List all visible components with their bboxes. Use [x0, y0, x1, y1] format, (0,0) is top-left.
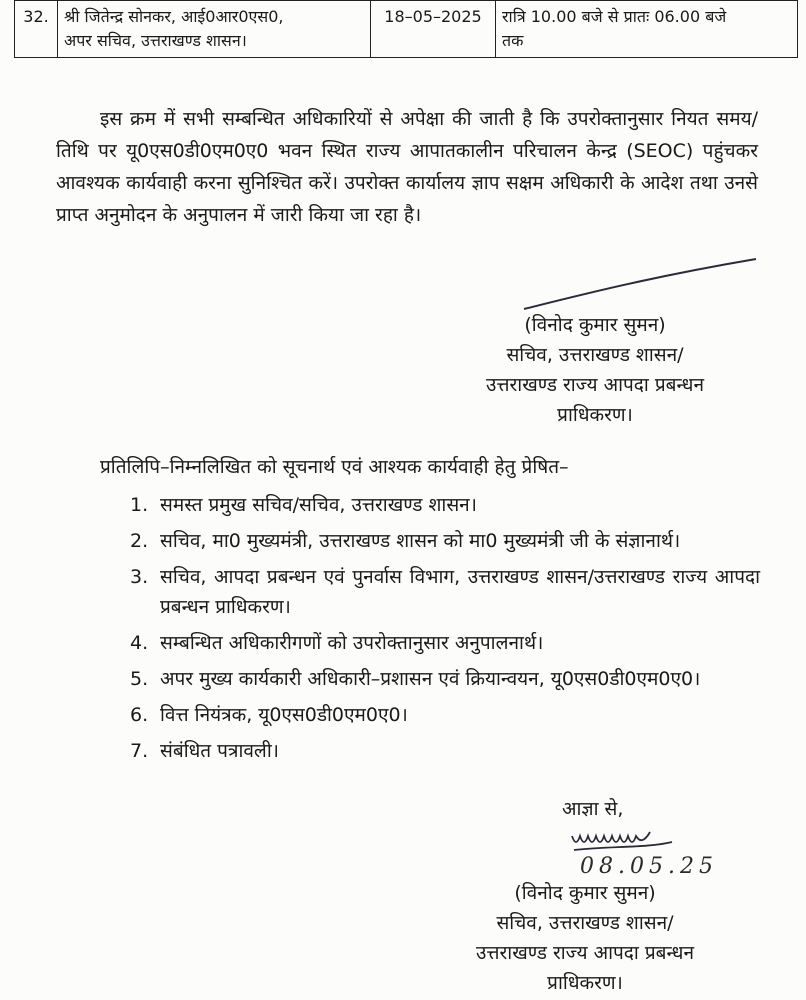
designation-line: उत्तराखण्ड राज्य आपदा प्रबन्धन: [485, 374, 705, 396]
signature-block-1: [430, 310, 760, 430]
designation-line: प्राधिकरण।: [547, 972, 623, 994]
copy-to-list: [130, 490, 760, 772]
designation-line: सचिव, उत्तराखण्ड शासन/: [506, 344, 684, 366]
list-item: 5. अपर मुख्य कार्यकारी अधिकारी–प्रशासन एवं क्रियान्वयन, यू0एस0डी0एम0ए0।: [130, 668, 701, 690]
list-item: 7. संबंधित पत्रावली।: [130, 740, 279, 762]
instruction-paragraph: इस क्रम में सभी सम्बन्धित अधिकारियों से अपेक्षा की जाती है कि उपरोक्तानुसार नियत समय/तिथि पर यू0एस0डी0एम0ए0 भवन स्थित राज्य आपातकालीन परिचालन केन्द्र (SEOC) पहुंचकर आवश्यक कार्यवाही करना सुनिश्चित करें। उपरोक्त कार्यालय ज्ञाप सक्षम अधिकारी के आदेश तथा उनसे प्राप्त अनुमोदन के अनुपालन में जारी किया जा रहा है।: [56, 108, 758, 226]
signature-block-2: [420, 878, 750, 998]
officer-name: श्री जितेन्द्र सोनकर, आई0आर0एस0,: [64, 7, 284, 26]
time-cell: [496, 1, 798, 58]
list-item: 6. वित्त नियंत्रक, यू0एस0डी0एम0ए0।: [130, 704, 408, 726]
designation-line: प्राधिकरण।: [557, 404, 633, 426]
duty-roster-table: [14, 0, 798, 58]
signature-1: [520, 255, 760, 315]
list-item: 3. सचिव, आपदा प्रबन्धन एवं पुनर्वास विभाग, उत्तराखण्ड शासन/उत्तराखण्ड राज्य आपदा प्रबन्धन प्राधिकरण।: [130, 566, 760, 618]
table-row: [15, 1, 798, 58]
list-item: 4. सम्बन्धित अधिकारीगणों को उपरोक्तानुसार अनुपालनार्थ।: [130, 632, 544, 654]
designation-line: उत्तराखण्ड राज्य आपदा प्रबन्धन: [475, 942, 695, 964]
time-line-2: तक: [502, 31, 524, 50]
handwritten-date: 08.05.25: [580, 854, 718, 879]
designation-line: सचिव, उत्तराखण्ड शासन/: [496, 912, 674, 934]
serial-number-cell: 32.: [15, 1, 58, 58]
officer-designation: अपर सचिव, उत्तराखण्ड शासन।: [64, 31, 247, 50]
list-item: 2. सचिव, मा0 मुख्यमंत्री, उत्तराखण्ड शासन को मा0 मुख्यमंत्री जी के संज्ञानार्थ।: [130, 530, 681, 552]
list-item: 1. समस्त प्रमुख सचिव/सचिव, उत्तराखण्ड शासन।: [130, 494, 477, 516]
by-order-text: आज्ञा से,: [562, 798, 624, 820]
time-line-1: रात्रि 10.00 बजे से प्रातः 06.00 बजे: [502, 7, 727, 26]
signatory-name: (विनोद कुमार सुमन): [524, 314, 666, 336]
officer-cell: [58, 1, 371, 58]
signature-2: [568, 826, 678, 856]
signatory-name: (विनोद कुमार सुमन): [514, 882, 656, 904]
copy-to-heading: प्रतिलिपि–निम्नलिखित को सूचनार्थ एवं आश्यक कार्यवाही हेतु प्रेषित–: [100, 456, 569, 478]
date-cell: 18–05–2025: [371, 1, 496, 58]
